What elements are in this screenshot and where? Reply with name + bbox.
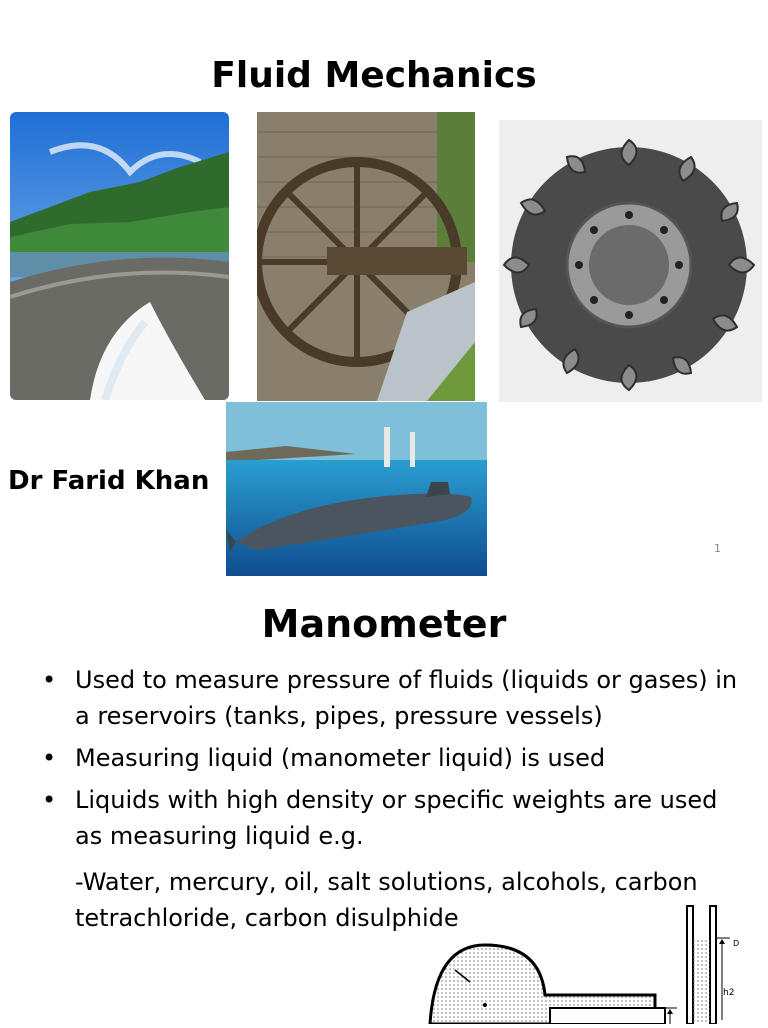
bullet-text: Measuring liquid (manometer liquid) is used [75,744,606,772]
dam-photo [10,112,229,400]
submarine-photo [226,402,487,576]
waterwheel-photo [257,112,475,401]
page-number: 1 [714,542,721,555]
diagram-label-d: D [733,939,740,948]
manometer-diagram [425,900,755,1024]
bullet-text: Liquids with high density or specific weights are used as measuring liquid e.g. [75,786,718,850]
bullet-glyph: • [42,744,57,772]
diagram-label-h2: h2 [723,988,735,998]
bullet-text: Used to measure pressure of fluids (liquids or gases) in a reservoirs (tanks, pipes, pressure vessels) [75,666,738,730]
slide-title-manometer: Manometer [261,602,507,646]
bullet-item [40,740,740,776]
bullet-glyph: • [42,666,57,694]
bullet-list [40,662,740,860]
bullet-glyph: • [42,786,57,814]
bullet-item [40,782,740,854]
slide-title: Fluid Mechanics [211,55,537,96]
liquid-examples: -Water, mercury, oil, salt solutions, alcohols, carbon tetrachloride, carbon disulphide [75,868,698,932]
author-name: Dr Farid Khan [8,466,210,496]
bullet-item [40,662,740,734]
pelton-turbine-photo [499,120,762,402]
